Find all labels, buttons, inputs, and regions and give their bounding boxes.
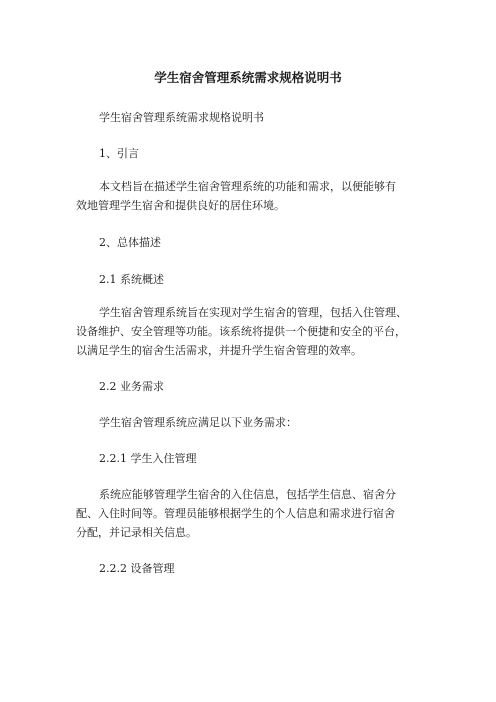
paragraph-line: 本文档旨在描述学生宿舍管理系统的功能和需求，以便能够有 <box>99 180 396 193</box>
section-heading-overall-description: 2、总体描述 <box>99 236 161 249</box>
section-heading-business-requirements: 2.2 业务需求 <box>99 380 164 393</box>
document-title: 学生宿舍管理系统需求规格说明书 <box>154 70 342 85</box>
paragraph-line: 分配，并记录相关信息。 <box>76 526 197 539</box>
section-heading-student-checkin: 2.2.1 学生入住管理 <box>99 452 197 465</box>
paragraph-line: 系统应能够管理学生宿舍的入住信息，包括学生信息、宿舍分 <box>99 488 396 501</box>
paragraph-line: 以满足学生的宿舍生活需求，并提升学生宿舍管理的效率。 <box>76 344 362 357</box>
paragraph-line: 学生宿舍管理系统应满足以下业务需求： <box>99 416 297 429</box>
section-heading-system-overview: 2.1 系统概述 <box>99 273 164 286</box>
paragraph-line: 学生宿舍管理系统旨在实现对学生宿舍的管理，包括入住管理、 <box>99 306 407 319</box>
paragraph-line: 效地管理学生宿舍和提供良好的居住环境。 <box>76 199 285 212</box>
paragraph-line: 配、入住时间等。管理员能够根据学生的个人信息和需求进行宿舍 <box>76 507 395 520</box>
document-subtitle: 学生宿舍管理系统需求规格说明书 <box>99 111 264 124</box>
paragraph-line: 设备维护、安全管理等功能。该系统将提供一个便捷和安全的平台， <box>76 325 406 338</box>
section-heading-introduction: 1、引言 <box>99 147 139 160</box>
section-heading-equipment-management: 2.2.2 设备管理 <box>99 562 175 575</box>
